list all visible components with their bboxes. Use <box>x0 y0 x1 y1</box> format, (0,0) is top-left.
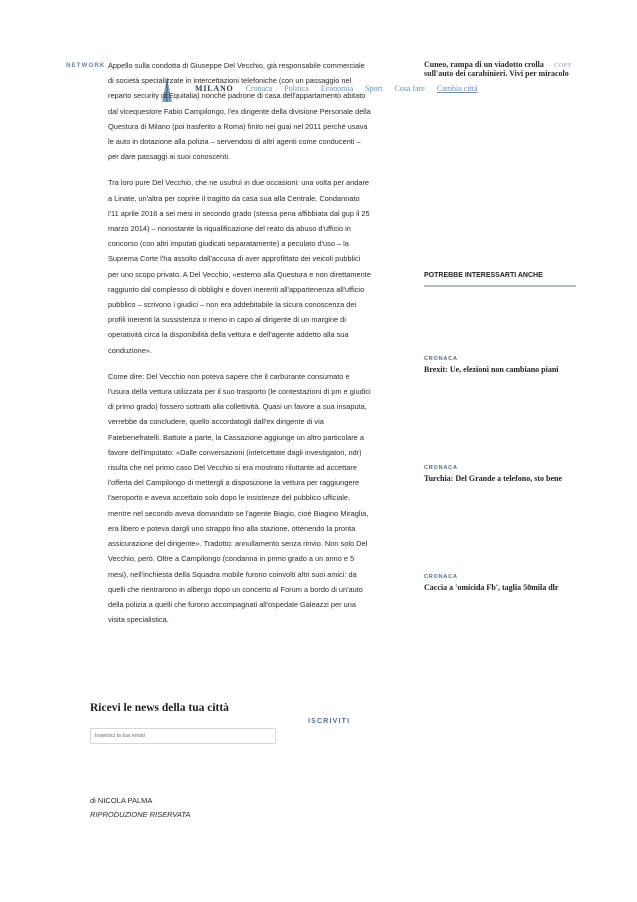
article-byline: di NICOLA PALMA <box>90 796 153 805</box>
nav-item-economia[interactable]: Economia <box>320 84 354 93</box>
article-body <box>108 58 372 638</box>
related-section-title: POTREBBE INTERESSARTI ANCHE <box>424 272 576 287</box>
related-item-category: CRONACA <box>424 465 458 471</box>
email-field[interactable] <box>90 728 276 744</box>
change-city-link[interactable]: Cambia città <box>436 84 478 93</box>
related-item-category: CRONACA <box>424 356 458 362</box>
nav-item-cosa-fare[interactable]: Cosa fare <box>394 84 425 93</box>
article-paragraph-3: Come dire: Del Vecchio non poteva sapere che il carburante consumato e l'usura della vettura utilizzata per il suo trasporto (le contestazioni di pm e giudici di primo grado) fossero sottratti alla collettività. Quasi un favore a sua insaputa, verrebbe da concludere, quello accordatogli dall'ex dirigente di via Fatebenefratelli. Battute a parte, la Cassazione aggiunge un altro particolare a favore dell'imputato: «Dalle conversazioni (intercettate dagli investigatori, ndr) risulta che nel primo caso Del Vecchio si era mostrato riluttante ad accettare l'offerta del Campilongo di mettergli a disposizione la vettura per raggiungere l'aeroporto e aveva accettato solo dopo le insistenze del pubblico ufficiale, mentre nel secondo aveva domandato se l'agente Biagio, cioè Biagino Miraglia, era libero e poteva dargli uno strappo fino alla stazione, ottenendo la pronta assicurazione del dirigente». Tradotto: annullamento senza rinvio. Non solo Del Vecchio, però. Oltre a Campilongo (condanna in primo grado a un anno e 5 mesi), nell'inchiesta della Squadra mobile furono coinvolti altri suoi amici: da quelli che rientrarono in albergo dopo un concerto al Forum a bordo di un'auto della polizia a quelli che furono accompagnati all'ospedale Galeazzi per una visita specialistica. <box>108 371 371 625</box>
newsletter-title: Ricevi le news della tua città <box>90 702 229 714</box>
related-item[interactable] <box>424 356 584 375</box>
nav-item-cronaca[interactable]: Cronaca <box>245 84 273 93</box>
sidebar-top-headline: Cuneo, rampa di un viadotto crolla sull'auto dei carabinieri. Vivi per miracolo <box>424 60 569 78</box>
article-paragraph-1: Appello sulla condotta di Giuseppe Del Vecchio, già responsabile commerciale di società specializzate in intercettazioni telefoniche (con un passaggio nel reparto security di Equitalia) nonché padrone di casa dell'appartamento abitato dal vicequestore Fabio Campilongo, l'ex dirigente della divisione Personale della Questura di Milano (poi trasferito a Roma) finito nei guai nel 2011 perché usava le auto in dotazione alla polizia – servendosi di altri agenti come conducenti – per dare passaggi ai suoi conoscenti. <box>108 61 371 162</box>
related-item[interactable] <box>424 465 584 484</box>
nav-city[interactable]: MILANO <box>195 84 234 93</box>
nav-item-sport[interactable]: Sport <box>365 84 383 93</box>
sidebar-top-headline-link[interactable] <box>424 60 574 78</box>
related-item-category: CRONACA <box>424 574 458 580</box>
network-label[interactable]: NETWORK <box>66 63 106 69</box>
related-item-title: Turchia: Del Grande a telefono, sto bene <box>424 474 562 483</box>
article-paragraph-2: Tra loro pure Del Vecchio, che ne usufruì in due occasioni: una volta per andare a Linate, un'altra per coprire il tragitto da casa sua alla Centrale. Condannato l'11 aprile 2016 a sei mesi in secondo grado (stessa pena affibbiata dal gup il 25 marzo 2014) – nonostante la riqualificazione del reato da abuso d'ufficio in concorso (con altri imputati giudicati separatamente) a peculato d'uso – la Suprema Corte l'ha assolto dall'accusa di aver approfittato dei veicoli pubblici per uno scopo privato. A Del Vecchio, «esterno alla Questura e non direttamente raggiunto dal complesso di obblighi e doveri inerenti all'appartenenza all'ufficio pubblico – scrivono i giudici – non era addebitabile la sicura conoscenza dei profili inerenti la sussistenza o meno in capo al dirigente di un margine di operatività circa la disponibilità della vettura e dell'agente addetto alla sua conduzione». <box>108 178 371 355</box>
nav-item-politica[interactable]: Politica <box>284 84 309 93</box>
related-item-title: Caccia a 'omicida Fb', taglia 50mila dlr <box>424 583 559 592</box>
rights-notice: RIPRODUZIONE RISERVATA <box>90 810 191 819</box>
sidebar-overlay-label: COPY <box>554 63 573 69</box>
related-item-title: Brexit: Ue, elezioni non cambiano piani <box>424 365 559 374</box>
subscribe-button[interactable]: ISCRIVITI <box>308 718 351 725</box>
related-item[interactable] <box>424 574 584 593</box>
